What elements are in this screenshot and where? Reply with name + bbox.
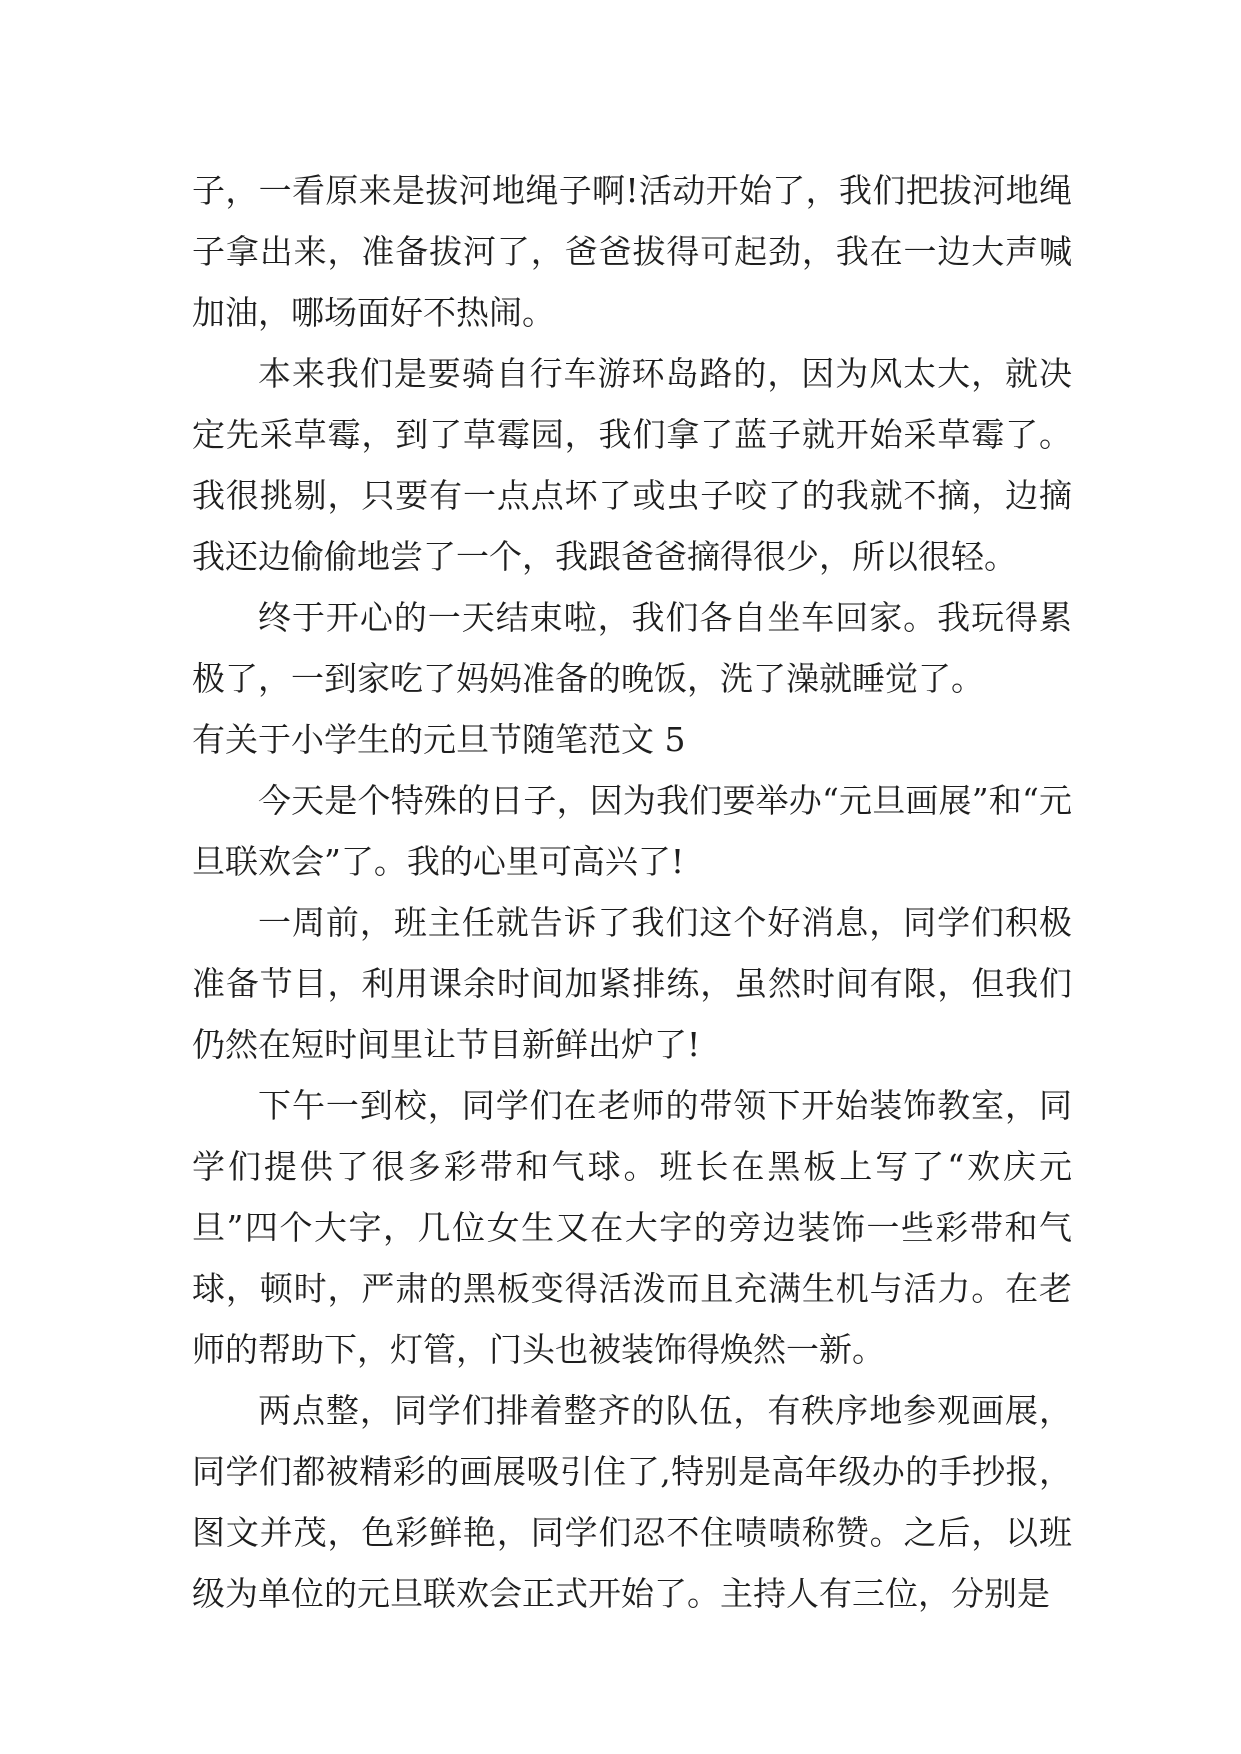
section-heading: 有关于小学生的元旦节随笔范文 5 <box>192 720 686 759</box>
paragraph-day-end: 终于开心的一天结束啦，我们各自坐车回家。我玩得累极了，一到家吃了妈妈准备的晚饭，洗了澡就睡觉了。 <box>192 598 1072 698</box>
paragraph-exhibition: 两点整，同学们排着整齐的队伍，有秩序地参观画展，同学们都被精彩的画展吸引住了,特别是高年级办的手抄报，图文并茂，色彩鲜艳，同学们忍不住啧啧称赞。之后，以班级为单位的元旦联欢会正式开始了。主持人有三位，分别是 <box>192 1391 1072 1613</box>
paragraph-special-day: 今天是个特殊的日子，因为我们要举办“元旦画展”和“元旦联欢会”了。我的心里可高兴了! <box>192 781 1072 881</box>
paragraph-decoration: 下午一到校，同学们在老师的带领下开始装饰教室，同学们提供了很多彩带和气球。班长在黑板上写了“欢庆元旦”四个大字，几位女生又在大字的旁边装饰一些彩带和气球，顿时，严肃的黑板变得活泼而且充满生机与活力。在老师的帮助下，灯管，门头也被装饰得焕然一新。 <box>192 1086 1072 1369</box>
paragraph-continuation: 子，一看原来是拔河地绳子啊!活动开始了，我们把拔河地绳子拿出来，准备拔河了，爸爸拔得可起劲，我在一边大声喊加油，哪场面好不热闹。 <box>192 171 1072 332</box>
paragraph-preparation: 一周前，班主任就告诉了我们这个好消息，同学们积极准备节目，利用课余时间加紧排练，虽然时间有限，但我们仍然在短时间里让节目新鲜出炉了! <box>192 903 1072 1064</box>
paragraph-strawberry-picking: 本来我们是要骑自行车游环岛路的，因为风太大，就决定先采草霉，到了草霉园，我们拿了蓝子就开始采草霉了。我很挑剔，只要有一点点坏了或虫子咬了的我就不摘，边摘我还边偷偷地尝了一个，我跟爸爸摘得很少，所以很轻。 <box>192 354 1072 576</box>
document-body <box>192 160 1072 1624</box>
